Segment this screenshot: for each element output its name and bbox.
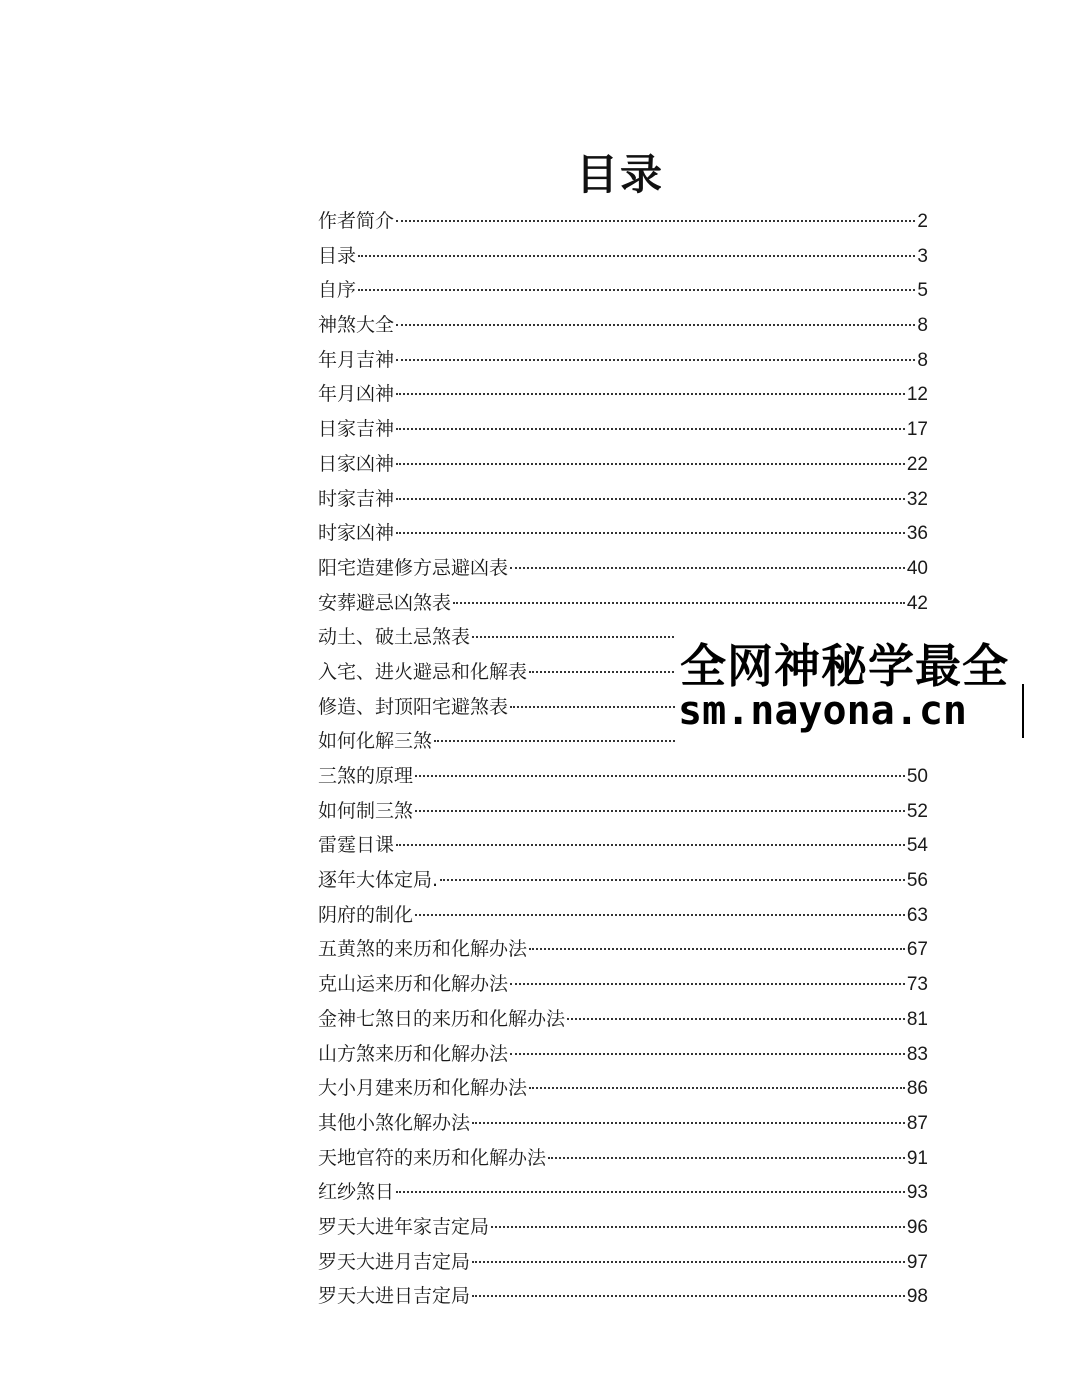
toc-entry-page: 22 <box>906 453 928 475</box>
watermark-text: 全网神秘学最全 <box>680 639 1009 693</box>
toc-dot-leader <box>548 1157 905 1159</box>
toc-dot-leader <box>529 948 905 950</box>
toc-entry <box>318 482 928 517</box>
toc-dot-leader <box>396 463 905 465</box>
toc-entry <box>318 308 928 343</box>
toc-entry <box>318 1245 928 1280</box>
toc-dot-leader <box>396 532 905 534</box>
toc-entry-label: 其他小煞化解办法 <box>318 1111 471 1134</box>
toc-entry <box>318 343 928 378</box>
toc-dot-leader <box>396 324 915 326</box>
toc-entry <box>318 1106 928 1141</box>
toc-entry <box>318 447 928 482</box>
toc-entry-label: 时家凶神 <box>318 522 395 545</box>
toc-entry-label: 红纱煞日 <box>318 1181 395 1204</box>
toc-dot-leader <box>396 359 915 361</box>
toc-entry-label: 罗天大进日吉定局 <box>318 1285 471 1308</box>
toc-entry-page: 83 <box>906 1043 928 1065</box>
toc-entry <box>318 863 928 898</box>
toc-entry <box>318 1037 928 1072</box>
toc-dot-leader <box>529 1087 905 1089</box>
toc-dot-leader <box>472 1295 905 1297</box>
toc-entry-page: 5 <box>917 280 928 302</box>
toc-entry-label: 五黄煞的来历和化解办法 <box>318 938 528 961</box>
toc-entry-label: 阳宅造建修方忌避凶表 <box>318 556 509 579</box>
toc-entry-page: 17 <box>906 419 928 441</box>
toc-entry-page: 97 <box>906 1251 928 1273</box>
toc-dot-leader <box>567 1018 905 1020</box>
toc-dot-leader <box>510 1053 905 1055</box>
toc-entry <box>318 1175 928 1210</box>
toc-entry-label: 自序 <box>318 279 357 302</box>
toc-entry-label: 阴府的制化 <box>318 903 414 926</box>
toc-entry-label: 如何制三煞 <box>318 799 414 822</box>
toc-entry-label: 山方煞来历和化解办法 <box>318 1042 509 1065</box>
toc-entry-page: 8 <box>917 315 928 337</box>
toc-entry-page: 63 <box>906 904 928 926</box>
toc-entry-page: 40 <box>906 557 928 579</box>
toc-entry-label: 大小月建来历和化解办法 <box>318 1077 528 1100</box>
toc-dot-leader <box>415 810 905 812</box>
toc-entry-page: 3 <box>917 245 928 267</box>
toc-entry-page: 98 <box>906 1286 928 1308</box>
toc-entry-label: 修造、封顶阳宅避煞表 <box>318 695 509 718</box>
toc-entry-page: 36 <box>906 523 928 545</box>
toc-dot-leader <box>358 289 915 291</box>
toc-dot-leader <box>472 1122 905 1124</box>
watermark-banner <box>676 626 1080 746</box>
toc-entry <box>318 551 928 586</box>
toc-dot-leader <box>396 393 905 395</box>
toc-list <box>318 204 928 1314</box>
toc-entry-page: 12 <box>906 384 928 406</box>
toc-entry <box>318 516 928 551</box>
toc-entry-label: 三煞的原理 <box>318 765 414 787</box>
toc-entry <box>318 204 928 239</box>
toc-entry <box>318 828 928 863</box>
toc-entry <box>318 1141 928 1176</box>
toc-entry-page: 54 <box>906 835 928 857</box>
toc-entry <box>318 1002 928 1037</box>
toc-dot-leader <box>396 844 905 846</box>
toc-dot-leader <box>358 255 915 257</box>
toc-entry-label: 目录 <box>318 244 357 267</box>
toc-entry <box>318 1210 928 1245</box>
page-footer-fragment <box>372 1330 412 1344</box>
toc-entry-label: 年月凶神 <box>318 383 395 406</box>
toc-entry-page: 8 <box>917 349 928 371</box>
toc-entry <box>318 273 928 308</box>
toc-entry-label: 罗天大进年家吉定局 <box>318 1215 490 1238</box>
toc-entry <box>318 967 928 1002</box>
toc-entry-page: 86 <box>906 1078 928 1100</box>
toc-entry-label: 日家凶神 <box>318 452 395 475</box>
toc-entry-label: 作者简介 <box>318 210 395 232</box>
toc-entry <box>318 759 928 794</box>
toc-entry-page: 91 <box>906 1147 928 1169</box>
toc-entry-label: 罗天大进月吉定局 <box>318 1250 471 1273</box>
toc-entry-page: 56 <box>906 870 928 892</box>
toc-entry-label: 克山运来历和化解办法 <box>318 973 509 996</box>
toc-entry <box>318 932 928 967</box>
toc-entry <box>318 1071 928 1106</box>
toc-entry <box>318 239 928 274</box>
toc-entry-label: 入宅、进火避忌和化解表 <box>318 660 528 683</box>
toc-entry-page: 32 <box>906 488 928 510</box>
page-title: 目录 <box>575 150 664 199</box>
toc-entry-page: 87 <box>906 1112 928 1134</box>
toc-dot-leader <box>396 1191 905 1193</box>
toc-dot-leader <box>396 428 905 430</box>
toc-entry-page: 81 <box>906 1008 928 1030</box>
toc-entry-label: 年月吉神 <box>318 348 395 371</box>
toc-entry-label: 如何化解三煞 <box>318 730 433 753</box>
toc-dot-leader <box>415 914 905 916</box>
toc-entry-label: 神煞大全 <box>318 314 395 337</box>
toc-entry <box>318 794 928 829</box>
toc-entry-page: 2 <box>917 211 928 232</box>
toc-entry <box>318 898 928 933</box>
toc-dot-leader <box>491 1226 905 1228</box>
toc-dot-leader <box>396 220 915 222</box>
toc-entry-page: 73 <box>906 974 928 996</box>
watermark-url: sm.nayona.cn <box>678 688 967 734</box>
toc-entry-page: 52 <box>906 800 928 822</box>
toc-entry-page: 42 <box>906 592 928 614</box>
toc-entry-label: 雷霆日课 <box>318 834 395 857</box>
text-cursor <box>1022 684 1024 738</box>
toc-entry-page: 93 <box>906 1182 928 1204</box>
toc-entry-label: 逐年大体定局. <box>318 869 439 892</box>
toc-entry-label: 安葬避忌凶煞表 <box>318 591 452 614</box>
toc-entry <box>318 586 928 621</box>
toc-dot-leader <box>453 602 905 604</box>
toc-dot-leader <box>472 1261 905 1263</box>
toc-entry-page: 96 <box>906 1216 928 1238</box>
toc-entry-label: 时家吉神 <box>318 487 395 510</box>
toc-entry <box>318 1279 928 1314</box>
toc-entry-page: 67 <box>906 939 928 961</box>
toc-entry-label: 动土、破土忌煞表 <box>318 626 471 649</box>
toc-entry <box>318 377 928 412</box>
toc-dot-leader <box>440 879 905 881</box>
toc-entry-page: 50 <box>906 766 928 787</box>
toc-dot-leader <box>396 498 905 500</box>
toc-entry <box>318 412 928 447</box>
toc-entry-label: 金神七煞日的来历和化解办法 <box>318 1007 566 1030</box>
toc-dot-leader <box>415 775 905 777</box>
toc-dot-leader <box>510 983 905 985</box>
toc-entry-label: 天地官符的来历和化解办法 <box>318 1146 547 1169</box>
toc-entry-label: 日家吉神 <box>318 418 395 441</box>
toc-dot-leader <box>510 567 905 569</box>
